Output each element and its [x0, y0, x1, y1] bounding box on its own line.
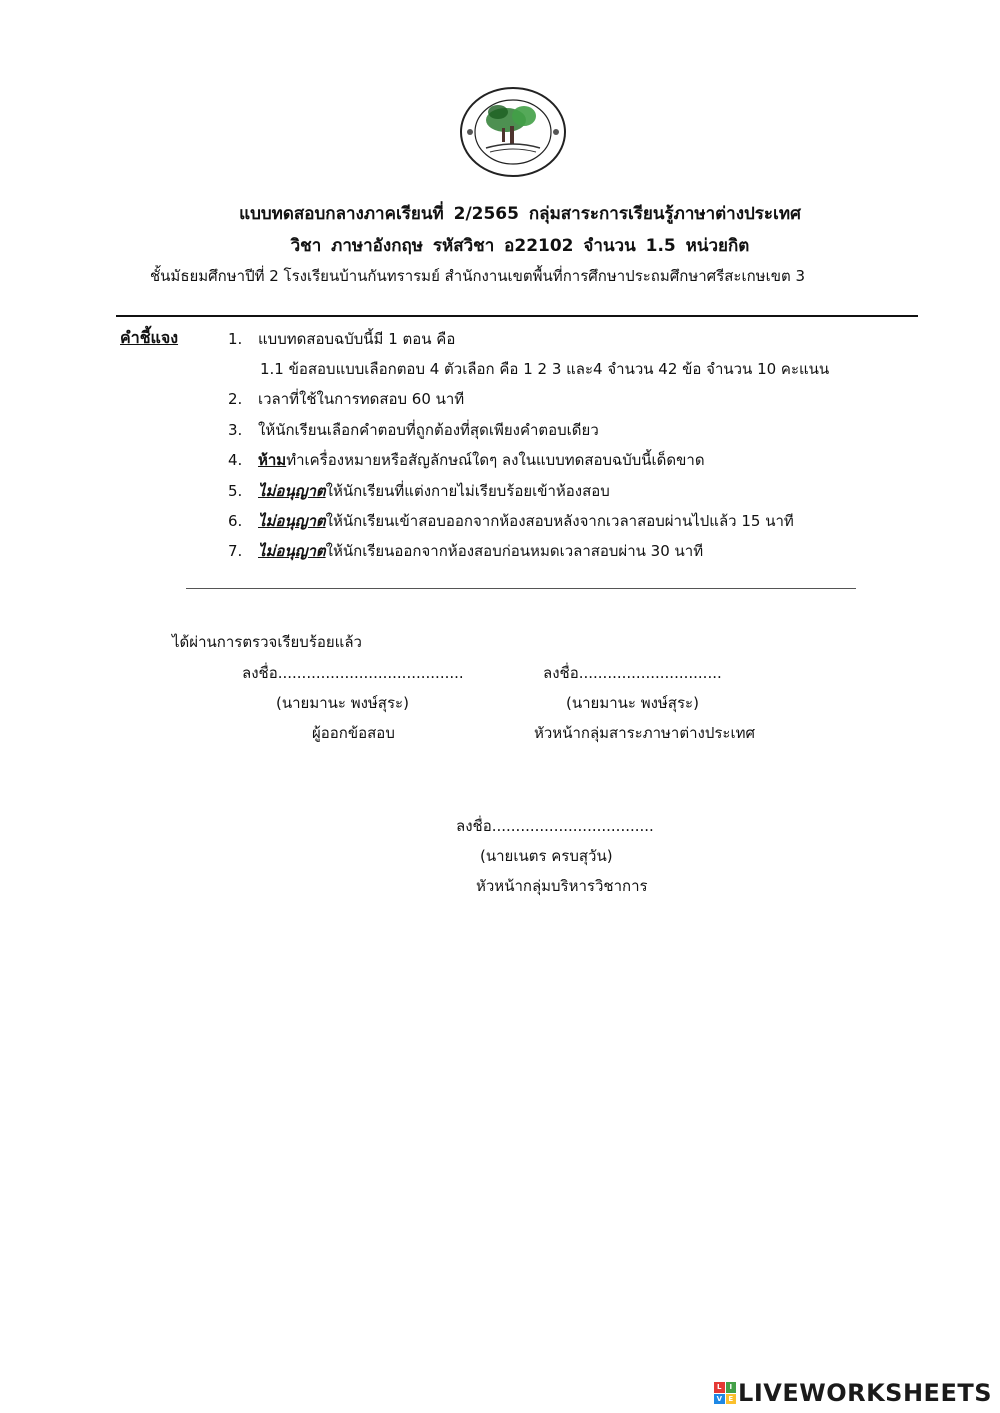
instruction-item-6: 6. ไม่อนุญาตให้นักเรียนเข้าสอบออกจากห้องสอบหลังจากเวลาสอบผ่านไปแล้ว 15 นาที — [228, 512, 794, 530]
signer-role-academic-head: หัวหน้ากลุ่มบริหารวิชาการ — [476, 877, 648, 895]
header-divider — [116, 315, 918, 317]
approval-note: ได้ผ่านการตรวจเรียบร้อยแล้ว — [172, 633, 362, 651]
signer-name-head-foreign-lang: (นายมานะ พงษ์สุระ) — [566, 694, 699, 712]
signer-role-author: ผู้ออกข้อสอบ — [312, 724, 395, 742]
signature-line-academic-head: ลงชื่อ.................................. — [456, 817, 654, 835]
instructions-label: คำชี้แจง — [120, 328, 179, 347]
signer-role-head-foreign-lang: หัวหน้ากลุ่มสาระภาษาต่างประเทศ — [534, 724, 756, 742]
signature-line-head-foreign-lang: ลงชื่อ.............................. — [543, 664, 722, 682]
instruction-item-2: 2. เวลาที่ใช้ในการทดสอบ 60 นาที — [228, 390, 465, 408]
subject-line: วิชา ภาษาอังกฤษ รหัสวิชา อ22102 จำนวน 1.5 หน่วยกิต — [290, 236, 750, 256]
liveworksheets-logo — [714, 1378, 992, 1408]
liveworksheets-brand-text: LIVEWORKSHEETS — [738, 1379, 992, 1407]
section-divider — [186, 588, 856, 589]
school-seal-logo — [458, 86, 568, 178]
instruction-item-1-1: 1.1 ข้อสอบแบบเลือกตอบ 4 ตัวเลือก คือ 1 2 3 และ4 จำนวน 42 ข้อ จำนวน 10 คะแนน — [260, 360, 830, 378]
signer-name-author: (นายมานะ พงษ์สุระ) — [276, 694, 409, 712]
instruction-item-4: 4. ห้ามทำเครื่องหมายหรือสัญลักษณ์ใดๆ ลงในแบบทดสอบฉบับนี้เด็ดขาด — [228, 451, 705, 469]
school-line: ชั้นมัธยมศึกษาปีที่ 2 โรงเรียนบ้านกันทรารมย์ สำนักงานเขตพื้นที่การศึกษาประถมศึกษาศรีสะเกษเขต 3 — [150, 267, 806, 285]
instruction-item-3: 3. ให้นักเรียนเลือกคำตอบที่ถูกต้องที่สุดเพียงคำตอบเดียว — [228, 421, 599, 439]
instruction-item-5: 5. ไม่อนุญาตให้นักเรียนที่แต่งกายไม่เรียบร้อยเข้าห้องสอบ — [228, 482, 610, 500]
instruction-item-1: 1. แบบทดสอบฉบับนี้มี 1 ตอน คือ — [228, 330, 456, 348]
signer-name-academic-head: (นายเนตร ครบสุวัน) — [480, 847, 613, 865]
liveworksheets-icon: L I V E — [714, 1382, 736, 1404]
instruction-item-7: 7. ไม่อนุญาตให้นักเรียนออกจากห้องสอบก่อนหมดเวลาสอบผ่าน 30 นาที — [228, 542, 704, 560]
signature-line-author: ลงชื่อ....................................... — [242, 664, 464, 682]
exam-title: แบบทดสอบกลางภาคเรียนที่ 2/2565 กลุ่มสาระการเรียนรู้ภาษาต่างประเทศ — [239, 204, 801, 224]
